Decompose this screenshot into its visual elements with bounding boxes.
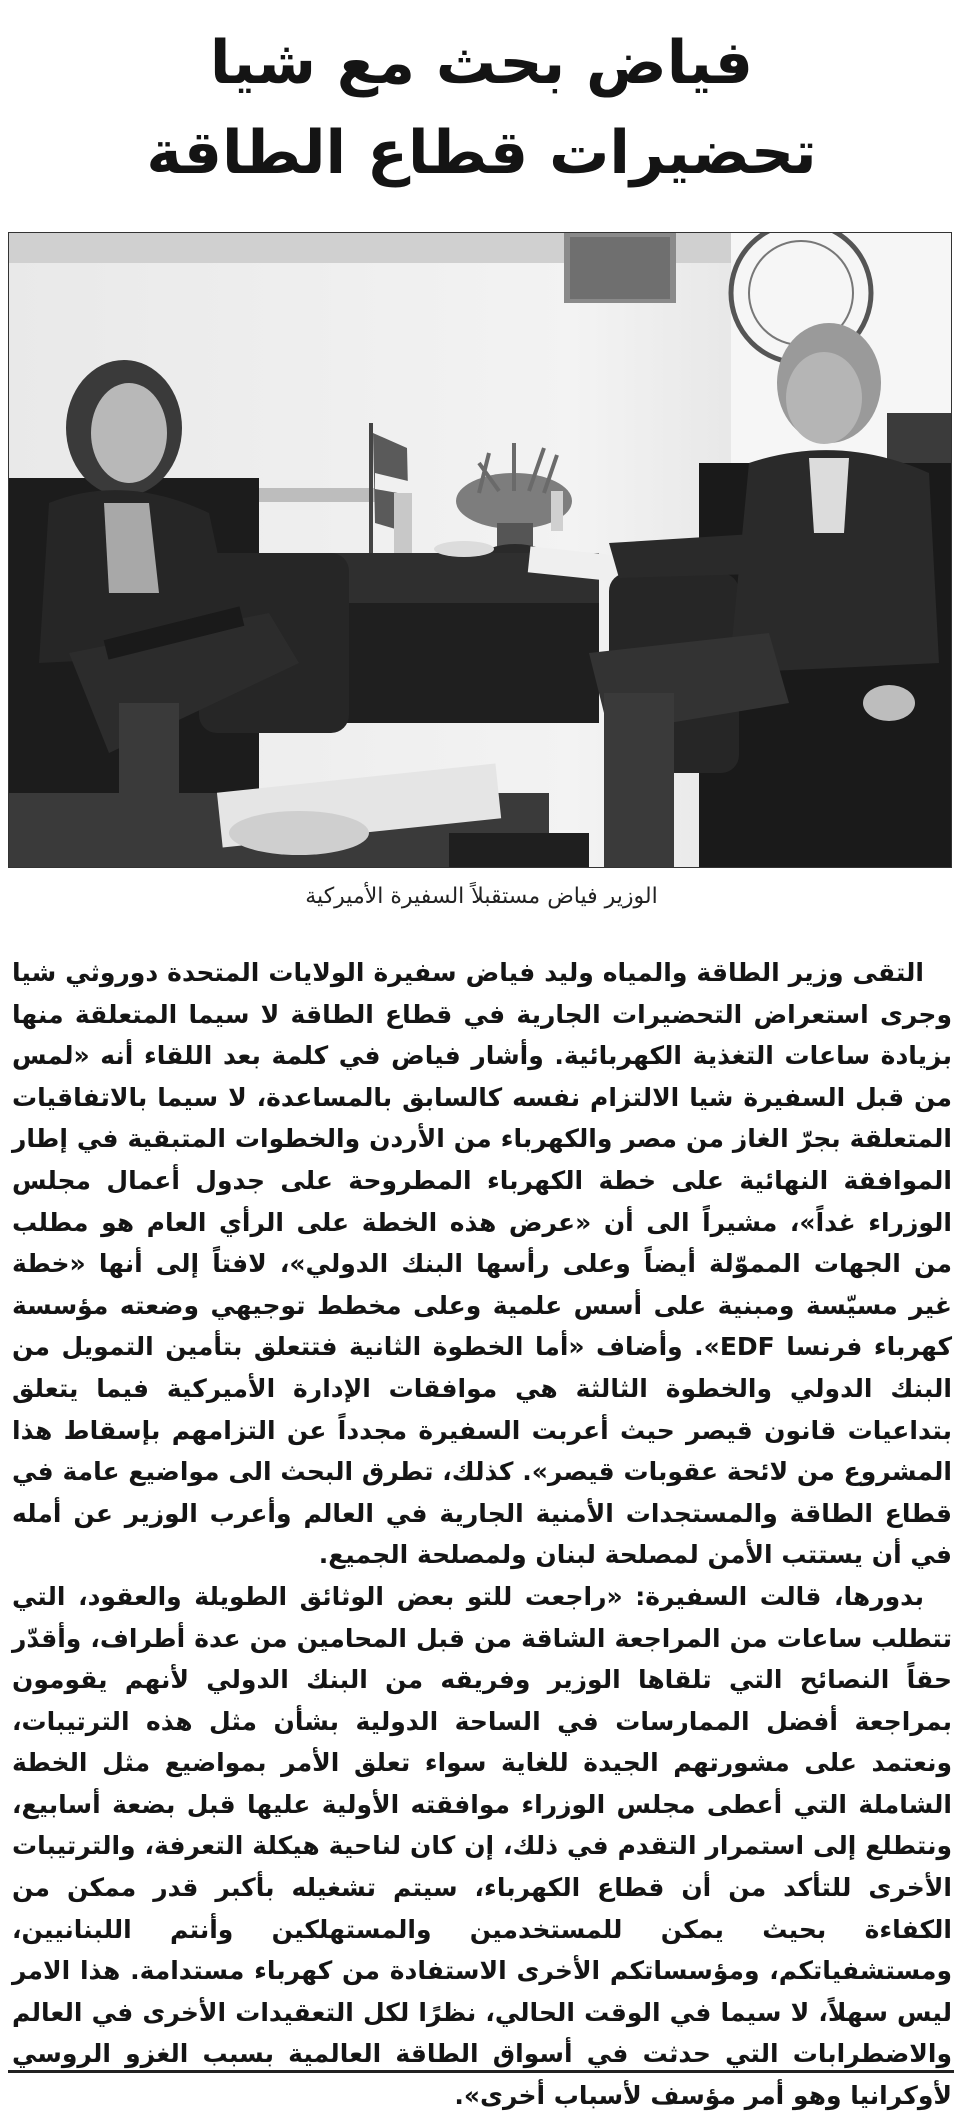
headline-line-2: تحضيرات قطاع الطاقة bbox=[146, 118, 817, 188]
photo-caption: الوزير فياض مستقبلاً السفيرة الأميركية bbox=[305, 884, 658, 909]
article-photo bbox=[8, 232, 952, 868]
article-paragraph-2: بدورها، قالت السفيرة: «راجعت للتو بعض الوثائق الطويلة والعقود، التي تتطلب ساعات من المراجعة الشاقة من قبل المحامين من عدة أطراف، وأقدّر حقاً النصائح التي تلقاها الوزير وفريقه من البنك الدولي لأنهم يقومون بمراجعة أفضل الممارسات في الساحة الدولية بشأن مثل هذه الترتيبات، ونعتمد على مشورتهم الجيدة للغاية سواء تعلق الأمر بمواضيع مثل الخطة الشاملة التي أعطى مجلس الوزراء موافقته الأولية عليها قبل بضعة أسابيع، ونتطلع إلى استمرار التقدم في ذلك، إن كان لناحية هيكلة التعرفة، والترتيبات الأخرى للتأكد من أن قطاع الكهرباء، سيتم تشغيله بأكبر قدر ممكن من الكفاءة بحيث يمكن للمستخدمين والمستهلكين وأنتم اللبنانيين، ومستشفياتكم، ومؤسساتكم الأخرى الاستفادة من كهرباء مستدامة. هذا الامر ليس سهلاً، لا سيما في الوقت الحالي، نظرًا لكل التعقيدات الأخرى في العالم والاضطرابات التي حدثت في أسواق الطاقة العالمية بسبب الغزو الروسي لأوكرانيا وهو أمر مؤسف لأسباب أخرى». bbox=[12, 1581, 952, 2111]
article-body bbox=[12, 952, 952, 2117]
bottom-divider bbox=[8, 2070, 954, 2073]
headline-line-1: فياض بحث مع شيا bbox=[209, 28, 754, 98]
article-paragraph-1: التقى وزير الطاقة والمياه وليد فياض سفيرة الولايات المتحدة دوروثي شيا وجرى استعراض التحضيرات الجارية في قطاع الطاقة لا سيما المتعلقة منها بزيادة ساعات التغذية الكهربائية. وأشار فياض في كلمة بعد اللقاء أنه «لمس من قبل السفيرة شيا الالتزام نفسه كالسابق بالمساعدة، لا سيما بالاتفاقيات المتعلقة بجرّ الغاز من مصر والكهرباء من الأردن والخطوات المتبقية في إطار الموافقة النهائية على خطة الكهرباء المطروحة على جدول أعمال مجلس الوزراء غداً»، مشيراً الى أن «عرض هذه الخطة على الرأي العام هو مطلب من الجهات المموّلة أيضاً وعلى رأسها البنك الدولي»، لافتاً إلى أنها «خطة غير مسيّسة ومبنية على أسس علمية وعلى مخطط توجيهي وضعته مؤسسة كهرباء فرنسا EDF». وأضاف «أما الخطوة الثانية فتتعلق بتأمين التمويل من البنك الدولي والخطوة الثالثة هي موافقات الإدارة الأميركية فيما يتعلق بتداعيات قانون قيصر حيث أعربت السفيرة مجدداً عن التزامهم بإسقاط هذا المشروع من لائحة عقوبات قيصر». كذلك، تطرق البحث الى مواضيع عامة في قطاع الطاقة والمستجدات الأمنية الجارية في العالم وأعرب الوزير عن أمله في أن يستتب الأمن لمصلحة لبنان ولمصلحة الجميع. bbox=[12, 958, 952, 1570]
headline bbox=[0, 18, 963, 198]
meeting-photo-icon bbox=[9, 233, 951, 867]
